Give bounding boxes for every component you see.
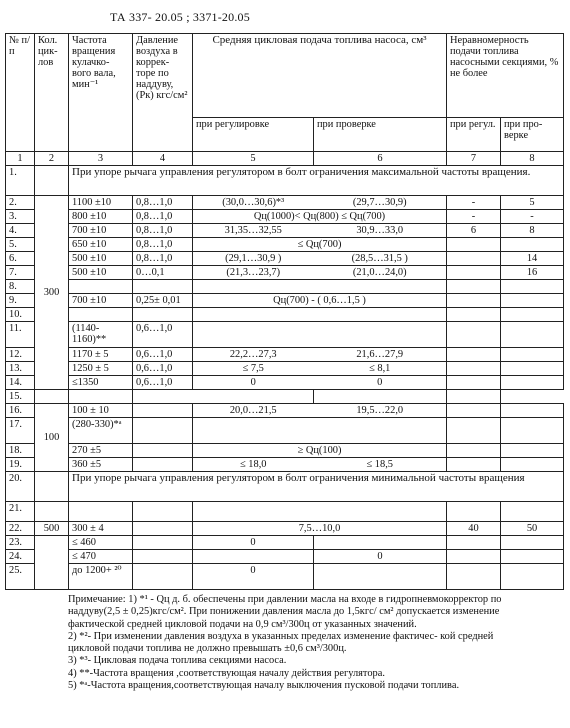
air-pressure: 0,6…1,0 <box>133 362 193 376</box>
delivery-at-adjustment: 22,2…27,3 <box>193 348 314 362</box>
section-heading-max-speed: При упоре рычага управления регулятором в болт ограничения максимальной частоты вращения. <box>69 166 564 196</box>
air-pressure: 0…0,1 <box>133 266 193 280</box>
header-number: № п/п <box>6 34 35 152</box>
row-number: 20. <box>6 472 35 502</box>
air-pressure: 0,25± 0,01 <box>133 294 193 308</box>
nonuniformity-check: 8 <box>501 224 564 238</box>
delivery-at-check: (21,0…24,0) <box>314 266 447 280</box>
cycles-value: 300 <box>35 196 69 390</box>
rotation-frequency: (1140-1160)** <box>69 322 133 348</box>
note-3: 3) *³- Цикловая подача топлива секциями насоса. <box>68 655 287 667</box>
air-pressure: 0,6…1,0 <box>133 376 193 390</box>
row-number: 6. <box>6 252 35 266</box>
nonuniformity-adjustment: - <box>447 196 501 210</box>
delivery-at-check: 30,9…33,0 <box>314 224 447 238</box>
rotation-frequency: (280-330)*ᵃ <box>69 418 133 444</box>
row-number: 5. <box>6 238 35 252</box>
row-number: 24. <box>6 550 35 564</box>
delivery-at-adjustment: (29,1…30,9 ) <box>193 252 314 266</box>
air-pressure: 0,8…1,0 <box>133 238 193 252</box>
delivery-at-check: 19,5…22,0 <box>314 404 447 418</box>
delivery-at-adjustment: (21,3…23,7) <box>193 266 314 280</box>
note-1: Примечание: 1) *¹ - Qц д. б. обеспечены при давлении масла на входе в гидропневмокорректор по наддуву(2,5 ± 0,25)кгс/см². При понижении давления масла до 1,5кгс/ см² допускается изменение фактической средней цикловой подачи на 0,9 см³/300ц от указанных значений. <box>68 594 502 630</box>
cycles-value: 500 <box>35 522 69 536</box>
nonuniformity-adjustment: 40 <box>447 522 501 536</box>
rotation-frequency: 700 ±10 <box>69 224 133 238</box>
row-number: 15. <box>6 390 35 404</box>
row-number: 23. <box>6 536 35 550</box>
rotation-frequency: до 1200+ ²⁰ <box>69 564 133 590</box>
nonuniformity-adjustment: 6 <box>447 224 501 238</box>
column-number: 2 <box>35 152 69 166</box>
row-number: 25. <box>6 564 35 590</box>
nonuniformity-check: 14 <box>501 252 564 266</box>
rotation-frequency: 800 ±10 <box>69 210 133 224</box>
note-4: 4) **-Частота вращения ,соответствующая началу действия регулятора. <box>68 667 385 679</box>
delivery-at-check: 0 <box>314 550 447 564</box>
delivery-at-check: 21,6…27,9 <box>314 348 447 362</box>
delivery-at-check: ≤ 18,5 <box>314 458 447 472</box>
air-pressure: 0,6…1,0 <box>133 322 193 348</box>
header-nonuniformity-check: при про- верке <box>501 118 564 152</box>
delivery-at-adjustment: ≤ 18,0 <box>193 458 314 472</box>
delivery-at-adjustment: (30,0…30,6)*³ <box>193 196 314 210</box>
column-number: 8 <box>501 152 564 166</box>
nonuniformity-check: 5 <box>501 196 564 210</box>
delivery-at-check: 0 <box>314 376 447 390</box>
column-number: 7 <box>447 152 501 166</box>
column-number: 3 <box>69 152 133 166</box>
delivery-at-adjustment: ≤ 7,5 <box>193 362 314 376</box>
column-number: 4 <box>133 152 193 166</box>
document-title: ТА 337- 20.05 ; 3371-20.05 <box>110 10 250 24</box>
delivery-condition: ≤ Qц(700) <box>193 238 447 252</box>
rotation-frequency: 1250 ± 5 <box>69 362 133 376</box>
row-number: 1. <box>6 166 35 196</box>
header-nonuniformity: Неравномерность подачи топлива насосными секциями, % не более <box>447 34 564 118</box>
air-pressure: 0,8…1,0 <box>133 224 193 238</box>
rotation-frequency: 500 ±10 <box>69 266 133 280</box>
rotation-frequency: 500 ±10 <box>69 252 133 266</box>
header-at-check: при проверке <box>314 118 447 152</box>
delivery-at-adjustment: 0 <box>193 564 314 590</box>
header-mean-cycle-delivery: Средняя цикловая подача топлива насоса, см³ <box>193 34 447 118</box>
rotation-frequency: ≤ 460 <box>69 536 133 550</box>
delivery-at-check: ≤ 8,1 <box>314 362 447 376</box>
delivery-at-adjustment: 31,35…32,55 <box>193 224 314 238</box>
row-number: 9. <box>6 294 35 308</box>
header-cycles: Кол. цик- лов <box>35 34 69 152</box>
delivery-at-adjustment: 0 <box>193 376 314 390</box>
row-number: 12. <box>6 348 35 362</box>
rotation-frequency: 300 ± 4 <box>69 522 133 536</box>
rotation-frequency: ≤1350 <box>69 376 133 390</box>
header-air-pressure: Давление воздуха в коррек- торе по наддуву, (Рк) кгс/см² <box>133 34 193 152</box>
header-rotation-frequency: Частота вращения кулачко- вого вала, мин⁻¹ <box>69 34 133 152</box>
rotation-frequency: 700 ±10 <box>69 294 133 308</box>
header-nonuniformity-adjustment: при регул. <box>447 118 501 152</box>
rotation-frequency: 100 ± 10 <box>69 404 133 418</box>
row-number: 14. <box>6 376 35 390</box>
column-number: 5 <box>193 152 314 166</box>
nonuniformity-check: 16 <box>501 266 564 280</box>
cycles-value: 100 <box>35 404 69 472</box>
row-number: 10. <box>6 308 35 322</box>
note-5: 5) *ᵃ-Частота вращения,соответствующая началу выключения пусковой подачи топлива. <box>68 680 460 692</box>
row-number: 7. <box>6 266 35 280</box>
air-pressure: 0,8…1,0 <box>133 210 193 224</box>
delivery-at-check: (28,5…31,5 ) <box>314 252 447 266</box>
fuel-pump-spec-table <box>5 33 564 590</box>
air-pressure: 0,8…1,0 <box>133 196 193 210</box>
row-number: 16. <box>6 404 35 418</box>
row-number: 3. <box>6 210 35 224</box>
rotation-frequency: 270 ±5 <box>69 444 133 458</box>
nonuniformity-check: - <box>501 210 564 224</box>
row-number: 19. <box>6 458 35 472</box>
delivery-at-check: (29,7…30,9) <box>314 196 447 210</box>
row-number: 17. <box>6 418 35 444</box>
air-pressure: 0,6…1,0 <box>133 348 193 362</box>
row-number: 22. <box>6 522 35 536</box>
delivery-at-adjustment: 20,0…21,5 <box>193 404 314 418</box>
column-number: 6 <box>314 152 447 166</box>
delivery-condition: Qц(1000)< Qц(800) ≤ Qц(700) <box>193 210 447 224</box>
column-number: 1 <box>6 152 35 166</box>
delivery-condition: 7,5…10,0 <box>193 522 447 536</box>
row-number: 21. <box>6 502 35 522</box>
delivery-at-adjustment: 0 <box>193 536 314 550</box>
row-number: 18. <box>6 444 35 458</box>
note-2: 2) *²- При изменении давления воздуха в указанных пределах изменение фактичес- кой средней цикловой подачи топлива не должно превышать ±0,6 см³/300ц. <box>68 630 494 655</box>
delivery-condition: ≥ Qц(100) <box>193 444 447 458</box>
row-number: 4. <box>6 224 35 238</box>
delivery-condition: Qц(700) - ( 0,6…1,5 ) <box>193 294 447 308</box>
rotation-frequency: 360 ±5 <box>69 458 133 472</box>
section-heading-min-speed: При упоре рычага управления регулятором в болт ограничения минимальной частоты вращения <box>69 472 564 502</box>
air-pressure: 0,8…1,0 <box>133 252 193 266</box>
notes-block <box>68 594 538 692</box>
row-number: 8. <box>6 280 35 294</box>
nonuniformity-check: 50 <box>501 522 564 536</box>
rotation-frequency: 650 ±10 <box>69 238 133 252</box>
rotation-frequency: ≤ 470 <box>69 550 133 564</box>
row-number: 11. <box>6 322 35 348</box>
rotation-frequency: 1100 ±10 <box>69 196 133 210</box>
row-number: 13. <box>6 362 35 376</box>
header-at-adjustment: при регулировке <box>193 118 314 152</box>
row-number: 2. <box>6 196 35 210</box>
nonuniformity-adjustment: - <box>447 210 501 224</box>
rotation-frequency: 1170 ± 5 <box>69 348 133 362</box>
